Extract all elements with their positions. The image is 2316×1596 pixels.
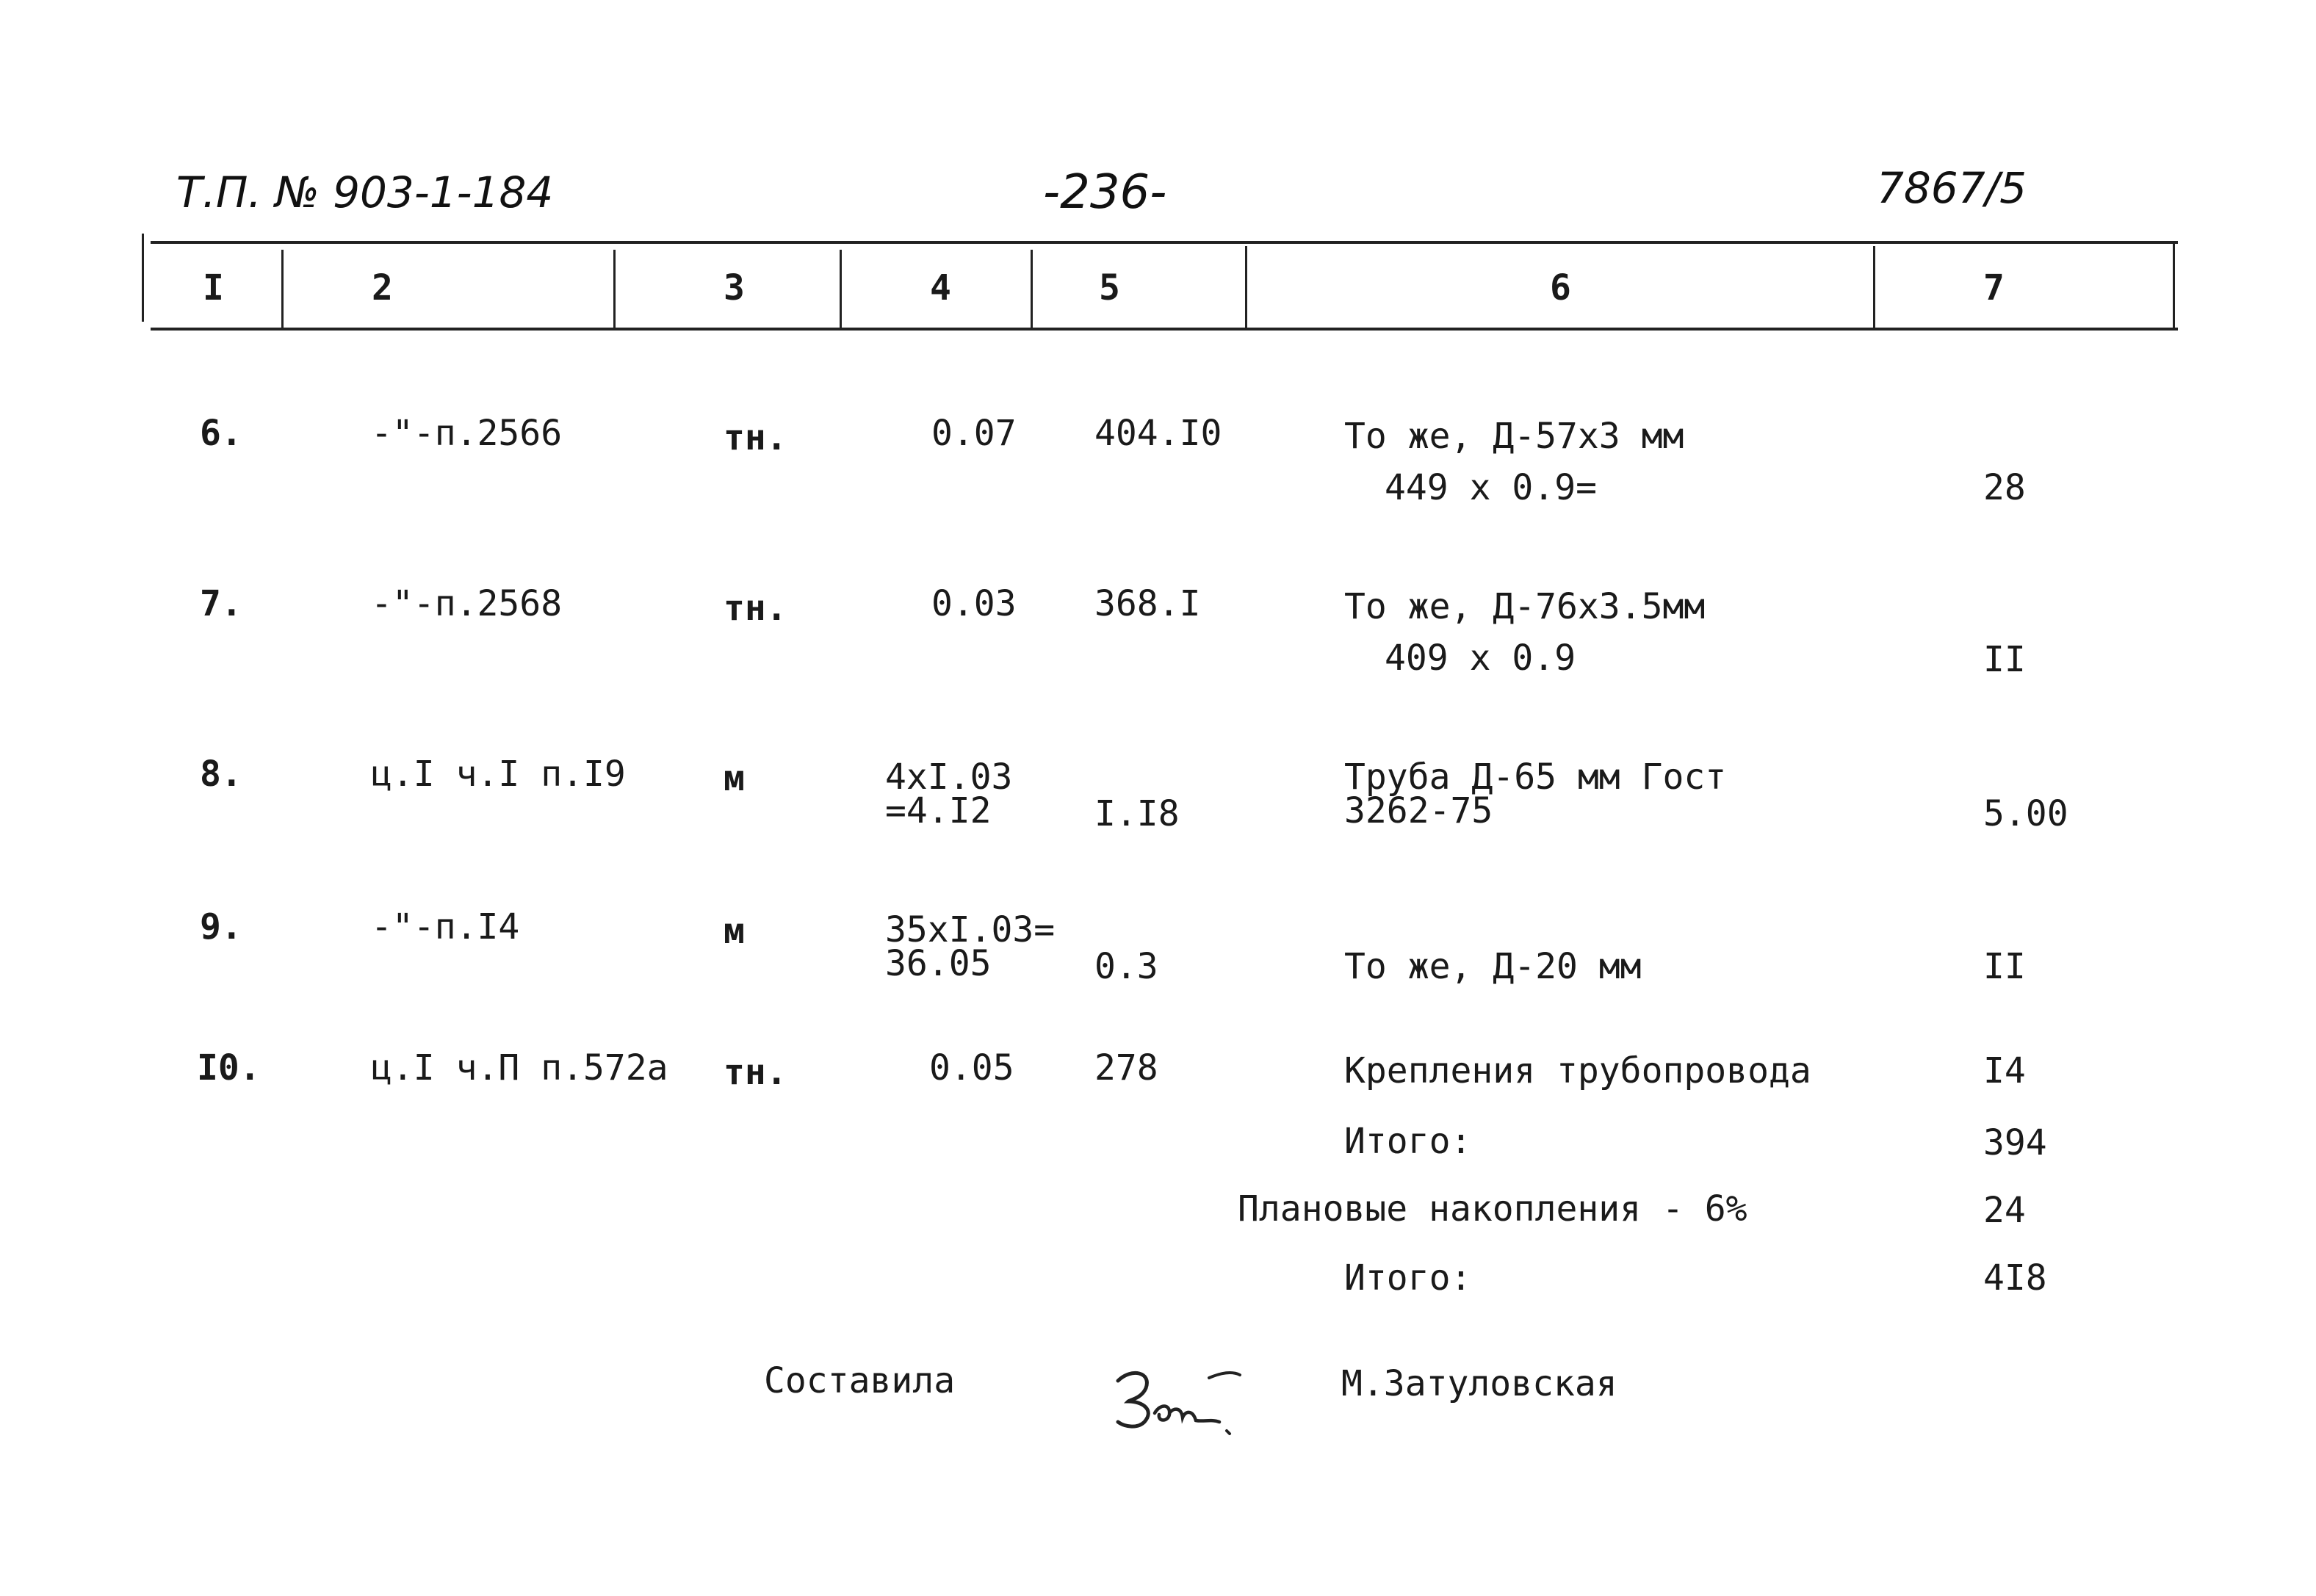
column-header-4: 4 — [930, 267, 951, 308]
planned-savings-label: Плановые накопления - 6% — [1238, 1188, 1747, 1230]
row-quantity: 35хI.03= — [885, 909, 1056, 950]
row-total: 5.00 — [1983, 793, 2068, 834]
row-unit: м — [724, 911, 745, 952]
row-quantity: 0.07 — [931, 413, 1017, 454]
column-header-6: 6 — [1550, 267, 1571, 308]
row-unit: тн. — [724, 588, 787, 629]
row-description: То же, Д-20 мм — [1344, 946, 1642, 987]
column-header-3: 3 — [724, 267, 745, 308]
row-description: Крепления трубопровода — [1344, 1050, 1811, 1091]
row-number: 7. — [200, 583, 242, 624]
row-price: 368.I — [1094, 583, 1201, 624]
row-total: II — [1983, 639, 2026, 680]
row-number: 9. — [200, 906, 242, 947]
row-description: Труба Д-65 мм Гост — [1344, 757, 1727, 798]
row-number: 8. — [200, 754, 242, 795]
row-reference: -"-п.I4 — [371, 906, 520, 947]
row-reference: ц.I ч.I п.I9 — [371, 754, 626, 795]
document-code: 7867/5 — [1877, 163, 2027, 213]
grand-total-label: Итого: — [1344, 1257, 1472, 1299]
page-number: -236- — [1043, 165, 1167, 220]
grand-total-value: 4I8 — [1983, 1257, 2047, 1299]
row-reference: -"-п.2566 — [371, 413, 563, 454]
subtotal-label: Итого: — [1344, 1121, 1472, 1162]
row-number: 6. — [200, 413, 242, 454]
row-unit: м — [724, 758, 745, 799]
row-description-line2: 3262-75 — [1344, 790, 1493, 831]
row-description-line2: 449 х 0.9= — [1385, 467, 1597, 508]
row-reference: ц.I ч.П п.572а — [371, 1047, 668, 1088]
row-quantity: 4хI.03 — [885, 757, 1013, 798]
row-quantity-line2: 36.05 — [885, 943, 992, 984]
column-header-7: 7 — [1983, 267, 2005, 308]
row-description: То же, Д-57х3 мм — [1344, 416, 1684, 457]
row-unit: тн. — [724, 417, 787, 458]
row-description: То же, Д-76х3.5мм — [1344, 586, 1706, 627]
column-header-2: 2 — [372, 267, 393, 308]
row-total: I4 — [1983, 1050, 2026, 1091]
signature — [1109, 1359, 1271, 1440]
row-price: 0.3 — [1094, 946, 1158, 987]
row-number: I0. — [197, 1047, 261, 1088]
planned-savings-value: 24 — [1983, 1190, 2026, 1231]
compiler-name: М.Затуловская — [1341, 1363, 1617, 1404]
row-price: 278 — [1094, 1047, 1158, 1088]
row-quantity: 0.05 — [929, 1047, 1014, 1088]
column-header-5: 5 — [1099, 267, 1120, 308]
row-price: 404.I0 — [1094, 413, 1222, 454]
subtotal-value: 394 — [1983, 1122, 2047, 1163]
row-quantity-line2: =4.I2 — [885, 790, 992, 831]
column-header-1: I — [203, 267, 224, 308]
row-price: I.I8 — [1094, 793, 1180, 834]
row-total: 28 — [1983, 467, 2026, 508]
row-total: II — [1983, 946, 2026, 987]
row-description-line2: 409 х 0.9 — [1385, 638, 1576, 679]
row-quantity: 0.03 — [931, 583, 1017, 624]
row-unit: тн. — [724, 1052, 787, 1093]
row-reference: -"-п.2568 — [371, 583, 563, 624]
compiled-by-label: Составила — [764, 1360, 956, 1401]
project-number: Т.П. № 903-1-184 — [176, 167, 554, 217]
